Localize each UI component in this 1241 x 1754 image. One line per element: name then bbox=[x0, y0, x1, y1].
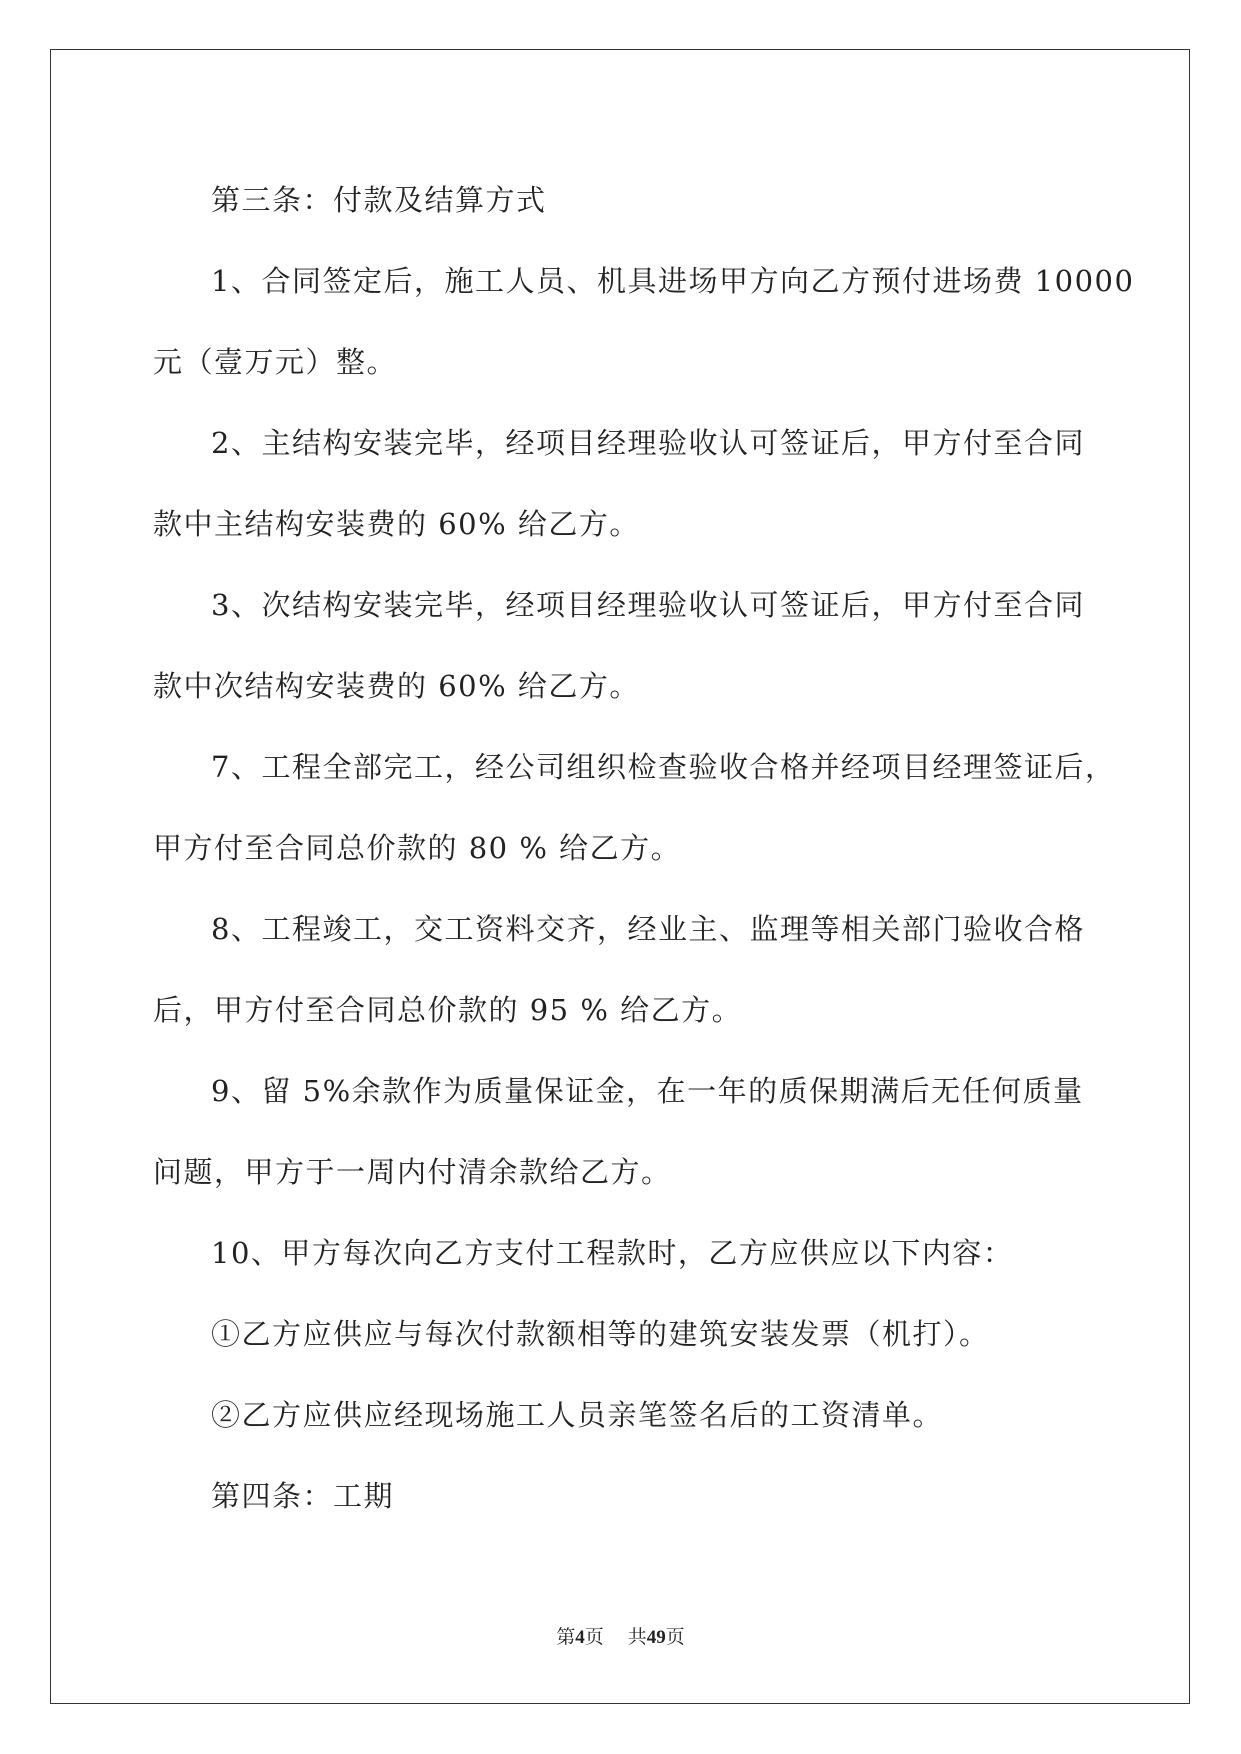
paragraph-line: 8、工程竣工，交工资料交齐，经业主、监理等相关部门验收合格 bbox=[211, 912, 1085, 946]
paragraph-line: 款中主结构安装费的 60% 给乙方。 bbox=[153, 507, 640, 541]
paragraph-line: 后，甲方付至合同总价款的 95 % 给乙方。 bbox=[153, 993, 743, 1027]
paragraph-line: 甲方付至合同总价款的 80 % 给乙方。 bbox=[153, 831, 682, 865]
list-item-invoice: ①乙方应供应与每次付款额相等的建筑安装发票（机打）。 bbox=[211, 1317, 990, 1351]
paragraph-line: 10、甲方每次向乙方支付工程款时，乙方应供应以下内容： bbox=[211, 1236, 1014, 1270]
document-body bbox=[153, 160, 1135, 1537]
paragraph-line: 1、合同签定后，施工人员、机具进场甲方向乙方预付进场费 10000 bbox=[211, 264, 1135, 298]
list-item-payroll: ②乙方应供应经现场施工人员亲笔签名后的工资清单。 bbox=[211, 1398, 944, 1432]
page-suffix: 页 bbox=[584, 1627, 604, 1648]
page-number: 4 bbox=[575, 1627, 585, 1648]
paragraph-line: 问题，甲方于一周内付清余款给乙方。 bbox=[153, 1155, 672, 1189]
page-prefix: 第 bbox=[556, 1627, 576, 1648]
section-heading-article-3: 第三条：付款及结算方式 bbox=[211, 183, 547, 217]
paragraph-line: 款中次结构安装费的 60% 给乙方。 bbox=[153, 669, 640, 703]
section-heading-article-4: 第四条：工期 bbox=[211, 1479, 395, 1513]
paragraph-line: 7、工程全部完工，经公司组织检查验收合格并经项目经理签证后， bbox=[211, 750, 1116, 784]
total-suffix: 页 bbox=[665, 1627, 685, 1648]
paragraph-line: 3、次结构安装完毕，经项目经理验收认可签证后，甲方付至合同 bbox=[211, 588, 1085, 622]
paragraph-line: 9、留 5%余款作为质量保证金，在一年的质保期满后无任何质量 bbox=[211, 1074, 1084, 1108]
paragraph-line: 元（壹万元）整。 bbox=[153, 345, 398, 379]
paragraph-line: 2、主结构安装完毕，经项目经理验收认可签证后，甲方付至合同 bbox=[211, 426, 1085, 460]
total-prefix: 共 bbox=[627, 1627, 647, 1648]
page-footer bbox=[0, 1622, 1241, 1649]
total-pages: 49 bbox=[646, 1627, 666, 1648]
